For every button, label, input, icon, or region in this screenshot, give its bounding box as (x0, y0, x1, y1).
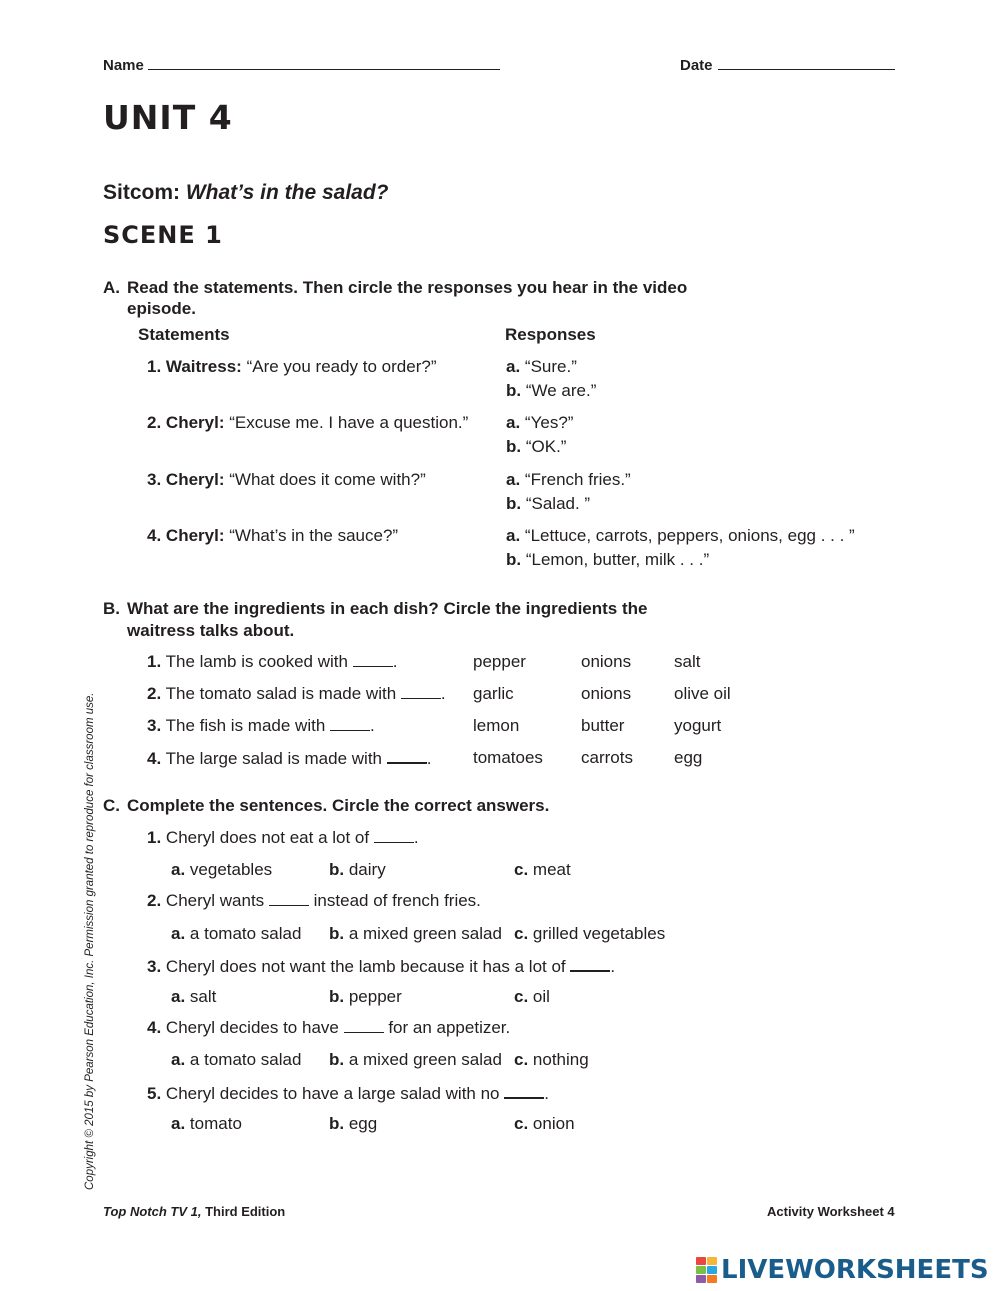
option-label: b. (329, 987, 345, 1006)
option-label: c. (514, 924, 529, 943)
name-field[interactable] (148, 69, 500, 70)
item-number: 1. (147, 652, 162, 671)
ingredient-option[interactable]: tomatoes (473, 748, 543, 767)
question-end: . (370, 716, 375, 735)
option-text: “We are.” (525, 381, 597, 400)
answer-blank (387, 748, 427, 764)
section-a-letter: A. (103, 278, 120, 297)
option-text: a tomato salad (189, 1050, 302, 1069)
sitcom-label: Sitcom: (103, 181, 181, 204)
statements-header: Statements (138, 325, 230, 344)
footer-edition: Third Edition (205, 1204, 286, 1219)
statement-text: “What does it come with?” (229, 470, 426, 489)
option-text: “Lettuce, carrots, peppers, onions, egg . . . ” (524, 526, 855, 545)
statement (147, 470, 426, 490)
question-text: Cheryl does not want the lamb because it has a lot of (165, 957, 566, 976)
sentence-question (147, 956, 615, 977)
speaker: Cheryl: (165, 413, 225, 432)
item-number: 3. (147, 470, 162, 489)
option-text: a tomato salad (189, 924, 302, 943)
option-text: “French fries.” (524, 470, 631, 489)
option-label: b. (506, 381, 522, 400)
option-text: a mixed green salad (348, 1050, 502, 1069)
option-label: c. (514, 1050, 529, 1069)
section-a-instruction-2: episode. (127, 299, 196, 318)
section-c-letter: C. (103, 796, 120, 815)
option-text: egg (348, 1114, 378, 1133)
option-text: onion (532, 1114, 575, 1133)
item-number: 4. (147, 526, 162, 545)
choice-c[interactable] (514, 1114, 575, 1134)
option-text: vegetables (189, 860, 273, 879)
ingredient-question (147, 716, 375, 736)
question-end: . (610, 957, 616, 976)
response-a[interactable] (506, 413, 573, 433)
item-number: 1. (147, 828, 162, 847)
question-text: The large salad is made with (165, 749, 382, 768)
sentence-question (147, 891, 481, 911)
copyright-notice: Copyright © 2015 by Pearson Education, Inc. Permission granted to reproduce for classroom use. (84, 692, 96, 1190)
scene-title: SCENE 1 (103, 221, 223, 249)
option-label: a. (506, 470, 521, 489)
item-number: 3. (147, 716, 162, 735)
response-b[interactable] (506, 437, 566, 457)
option-label: b. (506, 550, 522, 569)
choice-a[interactable] (171, 1114, 242, 1134)
unit-title: UNIT 4 (103, 98, 233, 137)
option-text: meat (532, 860, 571, 879)
ingredient-option[interactable]: onions (581, 652, 632, 671)
question-text: The lamb is cooked with (165, 652, 348, 671)
date-field[interactable] (718, 69, 895, 70)
ingredient-option[interactable]: yogurt (674, 716, 722, 735)
statement-text: “Are you ready to order?” (246, 357, 437, 376)
ingredient-option[interactable]: pepper (473, 652, 526, 671)
ingredient-option[interactable]: olive oil (674, 684, 731, 703)
liveworksheets-text: LIVEWORKSHEETS (721, 1255, 989, 1285)
question-text: Cheryl does not eat a lot of (165, 828, 370, 847)
item-number: 4. (147, 1018, 162, 1037)
option-label: b. (506, 437, 522, 456)
ingredient-question (147, 748, 431, 769)
response-a[interactable] (506, 470, 631, 490)
question-end: . (426, 749, 432, 768)
date-label: Date (680, 57, 713, 74)
speaker: Cheryl: (165, 470, 225, 489)
answer-blank (344, 1018, 384, 1033)
option-text: “Sure.” (524, 357, 577, 376)
option-label: a. (171, 1114, 186, 1133)
option-label: b. (506, 494, 522, 513)
option-label: a. (506, 357, 521, 376)
sitcom-title: What’s in the salad? (185, 181, 389, 204)
option-text: salt (189, 987, 217, 1006)
option-label: b. (329, 1050, 345, 1069)
choice-c[interactable] (514, 1050, 589, 1070)
section-c-instruction: Complete the sentences. Circle the correct answers. (127, 796, 550, 815)
name-label: Name (103, 57, 144, 74)
option-label: b. (329, 1114, 345, 1133)
choice-c[interactable] (514, 924, 665, 944)
choice-a[interactable] (171, 860, 272, 880)
option-label: c. (514, 1114, 529, 1133)
response-a[interactable] (506, 526, 855, 546)
footer-book (103, 1204, 285, 1219)
section-b-instruction-2: waitress talks about. (127, 621, 295, 640)
ingredient-option[interactable]: salt (674, 652, 701, 671)
choice-b[interactable] (329, 924, 502, 944)
statement (147, 357, 436, 377)
question-end: . (440, 684, 446, 703)
choice-a[interactable] (171, 1050, 301, 1070)
option-text: “Yes?” (524, 413, 574, 432)
option-label: a. (171, 924, 186, 943)
responses-header: Responses (505, 325, 596, 344)
answer-blank (504, 1083, 544, 1099)
item-number: 3. (147, 957, 162, 976)
ingredient-option[interactable]: lemon (473, 716, 520, 735)
option-text: “OK.” (525, 437, 567, 456)
speaker: Cheryl: (165, 526, 225, 545)
response-b[interactable] (506, 494, 590, 514)
ingredient-question (147, 652, 397, 672)
sentence-question (147, 1083, 549, 1104)
sentence-question (147, 828, 419, 848)
answer-blank (353, 652, 393, 667)
item-number: 2. (147, 891, 162, 910)
option-label: a. (171, 860, 186, 879)
choice-b[interactable] (329, 987, 402, 1007)
option-label: a. (171, 1050, 186, 1069)
response-a[interactable] (506, 357, 577, 377)
option-text: oil (532, 987, 550, 1006)
ingredient-option[interactable]: garlic (473, 684, 514, 703)
sitcom-heading (103, 181, 389, 205)
option-text: “Lemon, butter, milk . . .” (525, 550, 710, 569)
option-label: a. (171, 987, 186, 1006)
question-text: Cheryl wants (165, 891, 265, 910)
question-end: . (392, 652, 398, 671)
option-text: pepper (348, 987, 402, 1006)
question-text: Cheryl decides to have (165, 1018, 339, 1037)
option-text: grilled vegetables (532, 924, 666, 943)
item-number: 2. (147, 684, 162, 703)
ingredient-option[interactable]: egg (674, 748, 703, 767)
item-number: 4. (147, 749, 162, 768)
choice-a[interactable] (171, 924, 301, 944)
ingredient-option[interactable]: butter (581, 716, 625, 735)
speaker: Waitress: (165, 357, 242, 376)
choice-b[interactable] (329, 1050, 502, 1070)
answer-blank (330, 716, 370, 731)
choice-a[interactable] (171, 987, 216, 1007)
answer-blank (570, 956, 610, 972)
choice-c[interactable] (514, 860, 571, 880)
option-label: a. (506, 413, 521, 432)
option-text: nothing (532, 1050, 589, 1069)
response-b[interactable] (506, 381, 596, 401)
question-text: The fish is made with (161, 716, 326, 735)
liveworksheets-logo[interactable] (696, 1256, 989, 1284)
section-b-letter: B. (103, 599, 120, 618)
choice-b[interactable] (329, 860, 386, 880)
option-text: tomato (189, 1114, 242, 1133)
item-number: 1. (147, 357, 162, 376)
question-end: for an appetizer. (388, 1018, 511, 1037)
question-text: The tomato salad is made with (165, 684, 397, 703)
ingredient-question (147, 684, 446, 704)
option-label: c. (514, 987, 529, 1006)
option-text: a mixed green salad (348, 924, 502, 943)
sentence-question (147, 1018, 510, 1038)
answer-blank (374, 828, 414, 843)
option-label: c. (514, 860, 529, 879)
option-label: b. (329, 860, 345, 879)
statement (147, 413, 468, 433)
item-number: 2. (147, 413, 162, 432)
question-end: . (544, 1084, 549, 1103)
option-label: b. (329, 924, 345, 943)
statement-text: “Excuse me. I have a question.” (229, 413, 469, 432)
question-end: . (413, 828, 419, 847)
response-b[interactable] (506, 550, 709, 570)
statement (147, 526, 398, 546)
liveworksheets-mark-icon (696, 1257, 717, 1283)
ingredient-option[interactable]: carrots (581, 748, 633, 767)
option-label: a. (506, 526, 521, 545)
section-b-instruction-1: What are the ingredients in each dish? Circle the ingredients the (127, 599, 648, 618)
ingredient-option[interactable]: onions (581, 684, 632, 703)
item-number: 5. (147, 1084, 162, 1103)
choice-c[interactable] (514, 987, 550, 1007)
footer-activity: Activity Worksheet 4 (767, 1204, 895, 1219)
question-text: Cheryl decides to have a large salad with no (165, 1084, 500, 1103)
answer-blank (269, 891, 309, 906)
choice-b[interactable] (329, 1114, 377, 1134)
question-end: instead of french fries. (313, 891, 481, 910)
statement-text: “What’s in the sauce?” (229, 526, 399, 545)
option-text: “Salad. ” (525, 494, 591, 513)
option-text: dairy (348, 860, 386, 879)
answer-blank (401, 684, 441, 699)
footer-book-title: Top Notch TV 1, (103, 1204, 202, 1219)
section-a-instruction-1: Read the statements. Then circle the responses you hear in the video (127, 278, 688, 297)
